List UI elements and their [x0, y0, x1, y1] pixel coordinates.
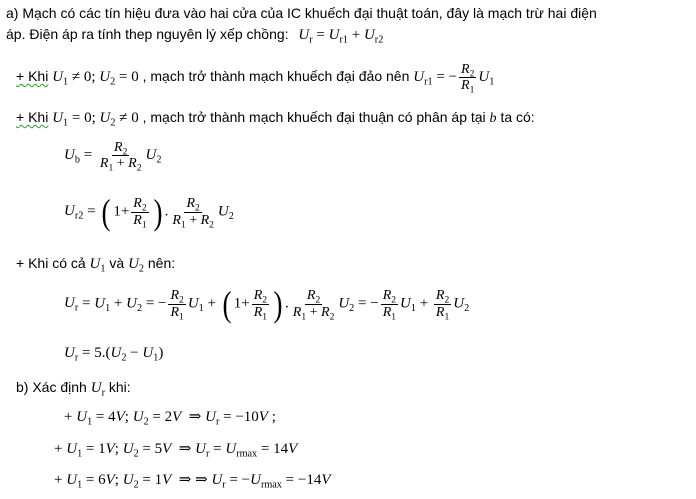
intro-line-1: a) Mạch có các tín hiệu đưa vào hai cửa của IC khuếch đại thuật toán, đây là mạch trừ hai điện: [6, 5, 597, 21]
result-coeff: 5: [94, 345, 102, 361]
ub-formula: $U_b$ = $\frac{R_2}{R_1 + R_2}$ $U_2$: [64, 140, 162, 174]
case-1-line: [16, 62, 495, 96]
case-2-line: [16, 109, 535, 129]
case-1-label: + Khi: [16, 68, 49, 85]
intro-line-2: [6, 26, 384, 46]
part-b-heading-text: b) Xác định: [16, 379, 87, 395]
result-formula: $U_r = 5.(U_2 - U_1)$: [64, 345, 164, 364]
intro-line-2-text: áp. Điện áp ra tính thep nguyên lý xếp chồng:: [6, 26, 289, 42]
case-2-condition: $U_1 = 0$; $U_2 \ne 0$: [52, 110, 139, 129]
case-3-line: + Khi có cả $U_1$ và $U_2$ nên:: [16, 255, 176, 275]
part-b-line-2: + $U_1 = 1V$; $U_2 = 5V$ ⇒ $U_r = U_{rmax} = 14V$: [54, 441, 298, 460]
case-2-point: b: [489, 111, 497, 126]
part-b-heading: b) Xác định $U_r$ khi:: [16, 379, 131, 399]
part-b-line-1: + $U_1 = 4V$; $U_2 = 2V$ ⇒ $U_r = -10V$ ;: [64, 409, 276, 428]
case-3-end: nên:: [147, 255, 176, 271]
case-3-text: + Khi có cả: [16, 255, 86, 271]
case-2-text: , mạch trở thành mạch khuếch đại thuận có phân áp tại: [142, 109, 486, 125]
inverting-formula: $U_{r1}$ = − $\frac{R_2}{R_1}$ $U_1$: [413, 62, 495, 96]
combined-formula: $U_r = U_1 + U_2$ = − $\frac{R_2}{R_1}$ $U_1$ + ( 1+ $\frac{R_2}{R_1}$ ) . $\frac{R_2}{R_1 + R_2}$ $U_2$ = − $\frac{R_2}{R_1}$ $U_1$ + $\frac{R_2}{R_1}$ $U_2$: [64, 284, 470, 324]
case-1-text: , mạch trở thành mạch khuếch đại đảo nên: [142, 68, 410, 85]
part-b-line-3: + $U_1 = 6V$; $U_2 = 1V$ ⇒ ⇒ $U_r = -U_{rmax} = -14V$: [54, 472, 331, 491]
case-1-condition: $U_1 \ne 0$; $U_2 = 0$: [52, 69, 139, 88]
superposition-formula: $U_r = U_{r1} + U_{r2}$: [298, 27, 384, 46]
case-2-label: + Khi: [16, 109, 49, 125]
case-3-and: và: [109, 255, 125, 271]
case-2-end: ta có:: [500, 109, 535, 125]
ur2-formula: $U_{r2}$ = ( 1+ $\frac{R_2}{R_1}$ ) . $\frac{R_2}{R_1 + R_2}$ $U_2$: [64, 192, 234, 232]
part-b-heading-end: khi:: [108, 379, 131, 395]
